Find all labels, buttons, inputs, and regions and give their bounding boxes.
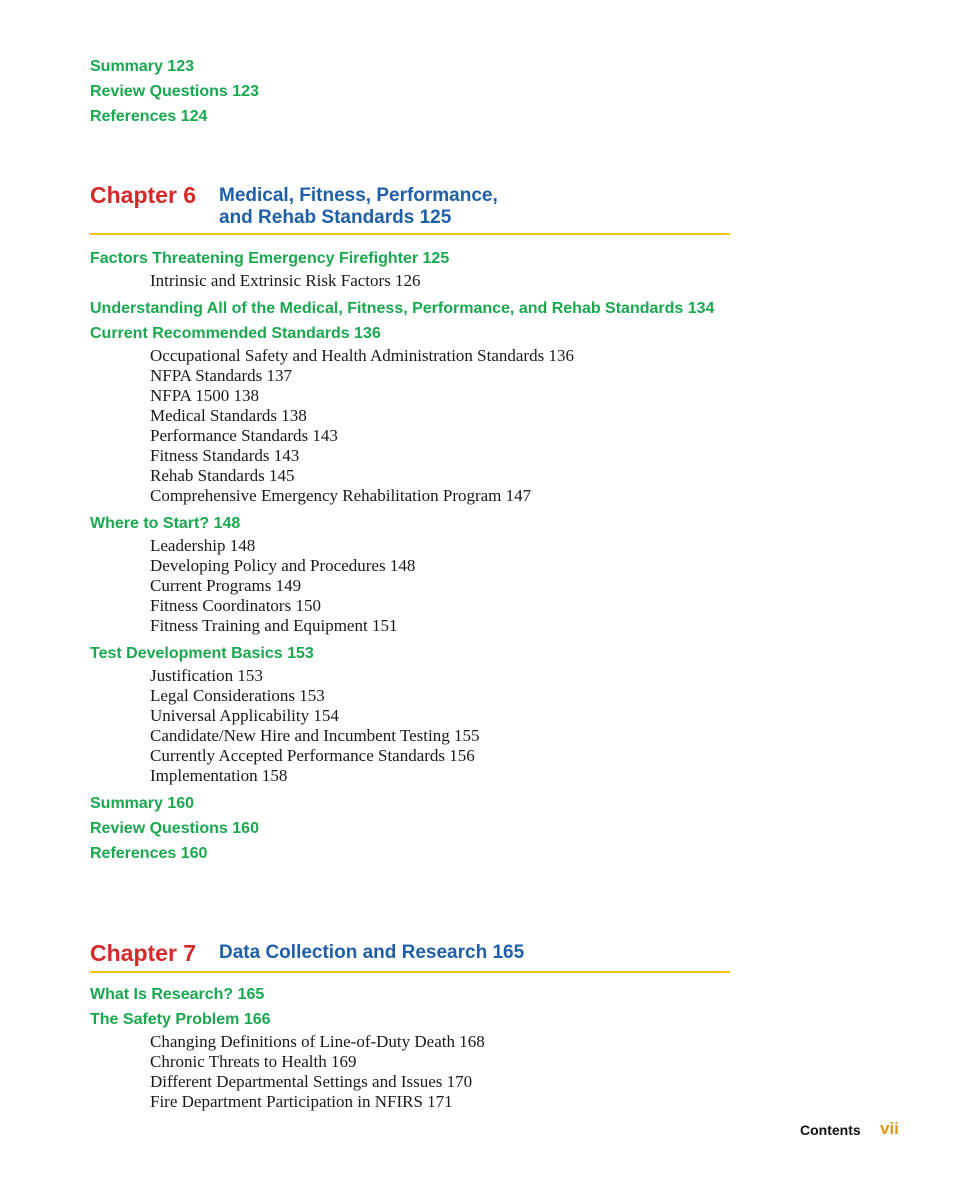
section-heading[interactable]: What Is Research? 165 — [90, 986, 265, 1003]
top-entries — [90, 54, 259, 129]
chapter-6-contents — [90, 246, 790, 866]
subsection-item[interactable]: Fitness Coordinators 150 — [150, 596, 321, 615]
subsection-item[interactable]: Chronic Threats to Health 169 — [150, 1052, 357, 1071]
subsection-item[interactable]: Medical Standards 138 — [150, 406, 307, 425]
subsection-item[interactable]: Different Departmental Settings and Issues 170 — [150, 1072, 473, 1091]
subsection-item[interactable]: Occupational Safety and Health Administration Standards 136 — [150, 346, 574, 365]
chapter-7-label: Chapter 7 — [90, 940, 197, 966]
section-heading[interactable]: Understanding All of the Medical, Fitness, Performance, and Rehab Standards 134 — [90, 300, 715, 317]
subsection-item[interactable]: Currently Accepted Performance Standards 156 — [150, 746, 475, 765]
section-safety-problem — [90, 1007, 790, 1112]
section-heading[interactable]: Where to Start? 148 — [90, 515, 241, 532]
subsection-item[interactable]: Fitness Training and Equipment 151 — [150, 616, 398, 635]
toc-entry-references[interactable]: References 124 — [90, 108, 208, 125]
toc-entry-summary[interactable]: Summary 123 — [90, 58, 195, 75]
section-heading[interactable]: Factors Threatening Emergency Firefighter 125 — [90, 250, 450, 267]
chapter-6-label: Chapter 6 — [90, 182, 197, 208]
chapter-6-title[interactable] — [219, 185, 498, 229]
section-what-is-research — [90, 982, 790, 1007]
chapter-6-title-line2: and Rehab Standards 125 — [219, 207, 452, 228]
toc-entry-summary[interactable]: Summary 160 — [90, 795, 195, 812]
subsection-item[interactable]: Changing Definitions of Line-of-Duty Death 168 — [150, 1032, 485, 1051]
section-heading[interactable]: Current Recommended Standards 136 — [90, 325, 381, 342]
subsection-item[interactable]: Leadership 148 — [150, 536, 256, 555]
subsection-item[interactable]: Justification 153 — [150, 666, 263, 685]
section-where-to-start — [90, 511, 790, 636]
subsection-item[interactable]: Comprehensive Emergency Rehabilitation Program 147 — [150, 486, 532, 505]
subsection-item[interactable]: Current Programs 149 — [150, 576, 302, 595]
page-footer — [800, 1119, 899, 1140]
chapter-6-closing — [90, 791, 790, 866]
chapter-7-title[interactable]: Data Collection and Research 165 — [219, 942, 525, 963]
section-heading[interactable]: The Safety Problem 166 — [90, 1011, 271, 1028]
subsection-item[interactable]: Rehab Standards 145 — [150, 466, 295, 485]
subsection-item[interactable]: Legal Considerations 153 — [150, 686, 325, 705]
section-current-standards — [90, 321, 790, 506]
section-test-development — [90, 641, 790, 786]
toc-entry-references[interactable]: References 160 — [90, 845, 208, 862]
subsection-item[interactable]: NFPA Standards 137 — [150, 366, 293, 385]
subsection-item[interactable]: Universal Applicability 154 — [150, 706, 339, 725]
subsection-item[interactable]: Candidate/New Hire and Incumbent Testing 155 — [150, 726, 480, 745]
subsection-item[interactable]: NFPA 1500 138 — [150, 386, 259, 405]
subsection-item[interactable]: Intrinsic and Extrinsic Risk Factors 126 — [150, 271, 421, 290]
chapter-6-heading — [90, 182, 730, 235]
page-number: vii — [880, 1119, 899, 1138]
chapter-7-contents — [90, 982, 790, 1112]
toc-entry-review-questions[interactable]: Review Questions 123 — [90, 83, 259, 100]
chapter-7-heading — [90, 940, 730, 973]
subsection-item[interactable]: Fitness Standards 143 — [150, 446, 300, 465]
section-heading[interactable]: Test Development Basics 153 — [90, 645, 314, 662]
subsection-item[interactable]: Developing Policy and Procedures 148 — [150, 556, 416, 575]
subsection-item[interactable]: Fire Department Participation in NFIRS 171 — [150, 1092, 453, 1111]
chapter-6-title-line1: Medical, Fitness, Performance, — [219, 185, 498, 206]
subsection-item[interactable]: Implementation 158 — [150, 766, 288, 785]
toc-entry-review-questions[interactable]: Review Questions 160 — [90, 820, 259, 837]
section-factors — [90, 246, 790, 291]
subsection-item[interactable]: Performance Standards 143 — [150, 426, 338, 445]
footer-contents-label: Contents — [800, 1122, 861, 1138]
section-understanding — [90, 296, 790, 321]
